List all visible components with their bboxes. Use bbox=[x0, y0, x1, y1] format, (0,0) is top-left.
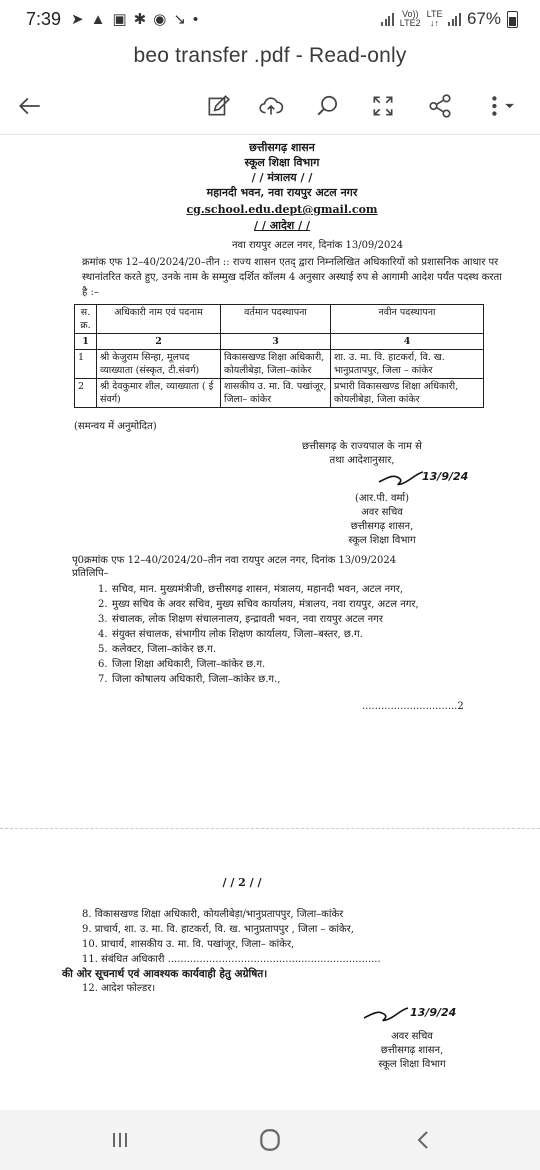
order-paragraph: क्रमांक एफ 12–40/2024/20–तीन :: राज्य शासन एतद् द्वारा निम्नलिखित अधिकारियों को प्रशासनिक आधार पर स्थानांतरित करते हुए, उनके नाम के सम्मुख दर्शित कॉलम 4 अनुसार अस्थाई रुप से आगामी आदेश पर्यंत पदस्थ करता है :– bbox=[82, 257, 502, 298]
signatory-department: स्कूल शिक्षा विभाग bbox=[348, 535, 416, 546]
bag-icon: ▣ bbox=[112, 11, 127, 28]
page2-signatory-post: अवर सचिव bbox=[391, 1031, 433, 1042]
toolbar bbox=[0, 86, 540, 126]
page2-list bbox=[82, 907, 502, 967]
copy-to-label: प्रतिलिपि– bbox=[72, 568, 109, 579]
list-item: 3. संचालक, लोक शिक्षण संचालनालय, इन्द्रावती भवन, नवा रायपुर अटल नगर bbox=[98, 614, 383, 625]
navigation-icon: ➤ bbox=[71, 11, 84, 28]
header-line-2: स्कूल शिक्षा विभाग bbox=[244, 156, 320, 169]
list-item: 11. संबंधित अधिकारी ................................................................... bbox=[82, 954, 381, 965]
transfer-table bbox=[74, 304, 484, 408]
list-item: 7. जिला कोषालय अधिकारी, जिला–कांकेर छ.ग., bbox=[98, 674, 281, 685]
pdf-page-1 bbox=[62, 138, 502, 712]
header-line-3: / / मंत्रालय / / bbox=[251, 171, 313, 184]
endorsement-line: पृ0क्रमांक एफ 12–40/2024/20–तीन नवा रायपुर अटल नगर, दिनांक 13/09/2024 bbox=[72, 555, 397, 566]
home-icon[interactable] bbox=[256, 1126, 284, 1154]
status-right bbox=[381, 9, 518, 29]
table-cell: श्री देवकुमार शील, व्याख्याता ( ई संवर्ग) bbox=[97, 379, 221, 408]
share-icon[interactable] bbox=[424, 90, 456, 122]
signature-date: 13/9/24 bbox=[410, 1006, 457, 1019]
signatory-post: अवर सचिव bbox=[361, 507, 403, 518]
order-dateline: नवा रायपुर अटल नगर, दिनांक 13/09/2024 bbox=[232, 240, 404, 251]
profile-icon: ◉ bbox=[153, 11, 167, 28]
table-row bbox=[75, 379, 484, 408]
governor-line-1: छत्तीसगढ़ के राज्यपाल के नाम से bbox=[302, 441, 422, 452]
signal-icon-2 bbox=[448, 12, 461, 26]
table-cell: 1 bbox=[75, 334, 97, 350]
list-item: 1. सचिव, मान. मुख्यमंत्रीजी, छत्तीसगढ़ शासन, मंत्रालय, महानदी भवन, अटल नगर, bbox=[98, 584, 404, 595]
search-icon[interactable] bbox=[312, 90, 344, 122]
forwarding-notice: की ओर सूचनार्थ एवं आवश्यक कार्यवाही हेतु अग्रेषित। bbox=[62, 968, 268, 980]
page2-signatory-government: छत्तीसगढ़ शासन, bbox=[380, 1045, 444, 1056]
more-icon[interactable] bbox=[480, 90, 524, 122]
list-item: 10. प्राचार्य, शासकीय उ. मा. वि. पखांजूर, जिला– कांकेर, bbox=[82, 939, 295, 950]
table-cell: विकासखण्ड शिक्षा अधिकारी, कोयलीबेड़ा, जिला–कांकेर bbox=[221, 350, 331, 379]
back-arrow-icon[interactable] bbox=[14, 90, 46, 122]
table-header: स. क्र. bbox=[75, 305, 97, 334]
page-separator bbox=[0, 828, 540, 829]
list-item: 4. संयुक्त संचालक, संभागीय लोक शिक्षण कार्यालय, जिला–बस्तर, छ.ग. bbox=[98, 629, 363, 640]
table-cell: 2 bbox=[97, 334, 221, 350]
signature-image bbox=[377, 468, 427, 490]
page-continue-marker: ..............................2 bbox=[362, 701, 464, 712]
status-time: 7:39 bbox=[26, 8, 62, 29]
battery-icon bbox=[507, 11, 518, 28]
table-cell: 1 bbox=[75, 350, 97, 379]
table-cell: शासकीय उ. मा. वि. पखांजूर, जिला– कांकेर bbox=[221, 379, 331, 408]
toolbar-divider bbox=[0, 134, 540, 135]
list-item: 2. मुख्य सचिव के अवर सचिव, मुख्य सचिव कार्यालय, मंत्रालय, नवा रायपुर, अटल नगर, bbox=[98, 599, 419, 610]
table-number-row bbox=[75, 334, 484, 350]
table-row bbox=[75, 350, 484, 379]
header-line-4: महानदी भवन, नवा रायपुर अटल नगर bbox=[206, 186, 358, 199]
system-nav-bar bbox=[0, 1110, 540, 1170]
item-12: 12. आदेश फोल्डर। bbox=[82, 983, 156, 994]
recent-apps-icon[interactable] bbox=[106, 1126, 134, 1154]
list-item: 8. विकासखण्ड शिक्षा अधिकारी, कोयलीबेड़ा/भानुप्रतापपुर, जिला–कांकेर bbox=[82, 909, 344, 920]
network-indicator: Vo)) LTE2 bbox=[399, 9, 421, 28]
back-icon[interactable] bbox=[410, 1126, 438, 1154]
table-header-row bbox=[75, 305, 484, 334]
edit-icon[interactable] bbox=[202, 90, 234, 122]
signatory-name: (आर.पी. वर्मा) bbox=[354, 493, 410, 504]
upload-cloud-icon[interactable] bbox=[255, 90, 287, 122]
department-email: cg.school.edu.dept@gmail.com bbox=[186, 203, 378, 216]
expand-icon[interactable] bbox=[367, 90, 399, 122]
signature-date: 13/9/24 bbox=[422, 470, 469, 483]
approval-note: (समन्वय में अनुमोदित) bbox=[74, 421, 157, 432]
battery-percent: 67% bbox=[466, 9, 501, 28]
governor-line-2: तथा आदेशानुसार, bbox=[329, 455, 395, 466]
copy-list bbox=[98, 582, 502, 687]
table-cell: 4 bbox=[331, 334, 484, 350]
table-cell: शा. उ. मा. वि. हाटकर्रा, वि. ख. भानुप्रतापपुर, जिला – कांकेर bbox=[331, 350, 484, 379]
signature-image bbox=[362, 1002, 412, 1026]
table-cell: 2 bbox=[75, 379, 97, 408]
page2-signatory-department: स्कूल शिक्षा विभाग bbox=[378, 1059, 446, 1070]
signal-off-icon: ✱ bbox=[133, 11, 147, 28]
warning-icon: ▲ bbox=[90, 10, 106, 28]
page2-signature-area bbox=[62, 1002, 502, 1028]
status-bar bbox=[0, 0, 540, 38]
table-cell: 3 bbox=[221, 334, 331, 350]
signal-icon bbox=[381, 12, 394, 26]
pdf-viewer[interactable] bbox=[0, 138, 540, 1103]
missed-call-icon: ↘ bbox=[173, 11, 186, 28]
table-cell: श्री केजुराम सिन्हा, मूलपद व्याख्याता (संस्कृत, टी.संवर्ग) bbox=[97, 350, 221, 379]
network-indicator-2: LTE ↓↑ bbox=[426, 9, 443, 28]
header-line-1: छत्तीसगढ़ शासन bbox=[249, 141, 315, 154]
table-header: नवीन पदस्थापना bbox=[331, 305, 484, 334]
order-heading: / / आदेश / / bbox=[254, 219, 310, 232]
signature-area bbox=[62, 468, 502, 492]
table-cell: प्रभारी विकासखण्ड शिक्षा अधिकारी, कोयलीबेड़ा, जिला कांकेर bbox=[331, 379, 484, 408]
table-header: अधिकारी नाम एवं पदनाम bbox=[97, 305, 221, 334]
pdf-page-2 bbox=[62, 876, 502, 1072]
list-item: 9. प्राचार्य, शा. उ. मा. वि. हाटकर्रा, वि. ख. भानुप्रतापपुर , जिला – कांकेर, bbox=[82, 924, 354, 935]
list-item: 5. कलेक्टर, जिला–कांकेर छ.ग. bbox=[98, 644, 216, 655]
document-title: beo transfer .pdf - Read-only bbox=[133, 44, 407, 67]
list-item: 6. जिला शिक्षा अधिकारी, जिला–कांकेर छ.ग. bbox=[98, 659, 266, 670]
notification-icons bbox=[71, 10, 198, 28]
dot-icon: • bbox=[192, 10, 199, 28]
table-header: वर्तमान पदस्थापना bbox=[221, 305, 331, 334]
page2-header: / / 2 / / bbox=[222, 876, 262, 889]
signatory-government: छत्तीसगढ़ शासन, bbox=[350, 521, 414, 532]
